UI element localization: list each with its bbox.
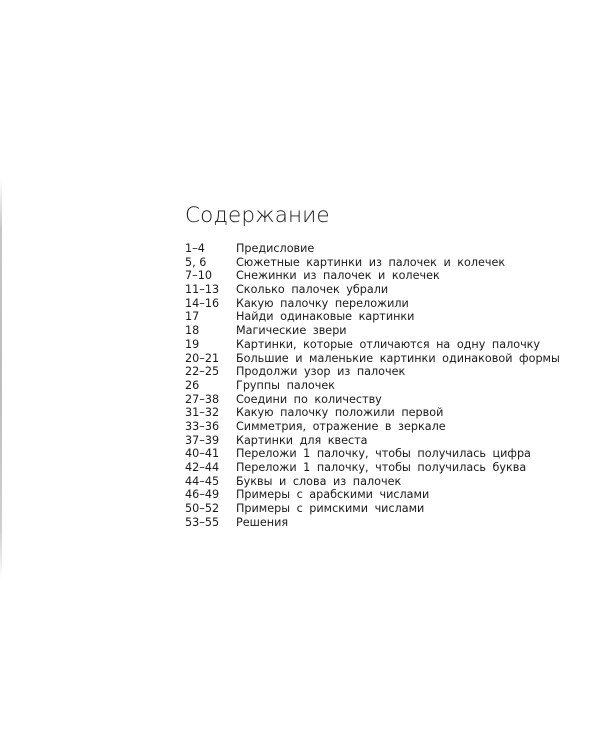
toc-entry-title: Найди одинаковые картинки [236, 310, 415, 324]
toc-entry-title: Соедини по количеству [236, 392, 382, 406]
toc-entry-title: Сколько палочек убрали [236, 283, 389, 297]
toc-entry-title: Большие и маленькие картинки одинаковой формы [236, 351, 560, 365]
toc-entry-pages: 31–32 [185, 406, 220, 420]
toc-entry [185, 324, 565, 338]
toc-entry [185, 488, 565, 502]
table-of-contents [185, 202, 565, 529]
toc-entry-pages: 17 [185, 310, 200, 324]
toc-list [185, 242, 565, 529]
toc-entry-title: Группы палочек [236, 378, 335, 392]
toc-entry-pages: 22–25 [185, 365, 220, 379]
toc-entry-pages: 37–39 [185, 433, 220, 447]
toc-entry [185, 352, 565, 366]
toc-entry-pages: 44–45 [185, 474, 220, 488]
toc-entry [185, 379, 565, 393]
toc-entry-pages: 46–49 [185, 488, 220, 502]
toc-entry-pages: 20–21 [185, 351, 220, 365]
toc-entry-title: Буквы и слова из палочек [236, 474, 402, 488]
toc-entry [185, 447, 565, 461]
toc-entry-title: Какую палочку положили первой [236, 406, 444, 420]
toc-entry-pages: 50–52 [185, 502, 220, 516]
toc-entry-pages: 5, 6 [185, 255, 207, 269]
toc-entry-title: Картинки для квеста [236, 433, 368, 447]
toc-entry [185, 475, 565, 489]
toc-title: Содержание [185, 203, 330, 228]
toc-entry [185, 434, 565, 448]
toc-entry-title: Снежинки из палочек и колечек [236, 269, 440, 283]
toc-entry-title: Предисловие [236, 242, 315, 255]
toc-entry [185, 256, 565, 270]
toc-entry-pages: 26 [185, 378, 200, 392]
toc-entry-title: Симметрия, отражение в зеркале [236, 419, 446, 433]
toc-entry [185, 502, 565, 516]
toc-entry-pages: 1–4 [185, 242, 205, 255]
toc-entry-pages: 7–10 [185, 269, 212, 283]
toc-entry-title: Примеры с арабскими числами [236, 488, 430, 502]
toc-entry-title: Переложи 1 палочку, чтобы получилась буква [236, 461, 527, 474]
toc-entry-pages: 33–36 [185, 419, 220, 433]
toc-entry [185, 461, 565, 475]
toc-entry [185, 269, 565, 283]
toc-entry-pages: 27–38 [185, 392, 220, 406]
toc-entry-pages: 18 [185, 324, 200, 338]
toc-entry [185, 393, 565, 407]
toc-entry [185, 406, 565, 420]
toc-entry-pages: 14–16 [185, 296, 220, 310]
toc-entry [185, 516, 565, 530]
toc-entry-title: Какую палочку переложили [236, 296, 409, 310]
toc-entry [185, 365, 565, 379]
toc-entry [185, 297, 565, 311]
toc-entry-title: Переложи 1 палочку, чтобы получилась цифра [236, 447, 531, 461]
toc-entry-title: Сюжетные картинки из палочек и колечек [236, 255, 506, 269]
toc-entry-pages: 40–41 [185, 447, 220, 461]
toc-entry-title: Магические звери [236, 324, 347, 338]
toc-entry-title: Картинки, которые отличаются на одну палочку [236, 337, 541, 351]
toc-entry-title: Продолжи узор из палочек [236, 365, 406, 379]
toc-entry-title: Решения [236, 515, 289, 529]
toc-entry-title: Примеры с римскими числами [236, 502, 425, 516]
toc-entry [185, 310, 565, 324]
toc-entry-pages: 42–44 [185, 461, 220, 474]
toc-entry [185, 242, 565, 256]
toc-entry [185, 283, 565, 297]
page-edge-shadow [0, 180, 2, 580]
toc-entry-pages: 53–55 [185, 515, 220, 529]
toc-entry-pages: 19 [185, 337, 200, 351]
toc-entry [185, 420, 565, 434]
toc-entry-pages: 11–13 [185, 283, 220, 297]
toc-entry [185, 338, 565, 352]
